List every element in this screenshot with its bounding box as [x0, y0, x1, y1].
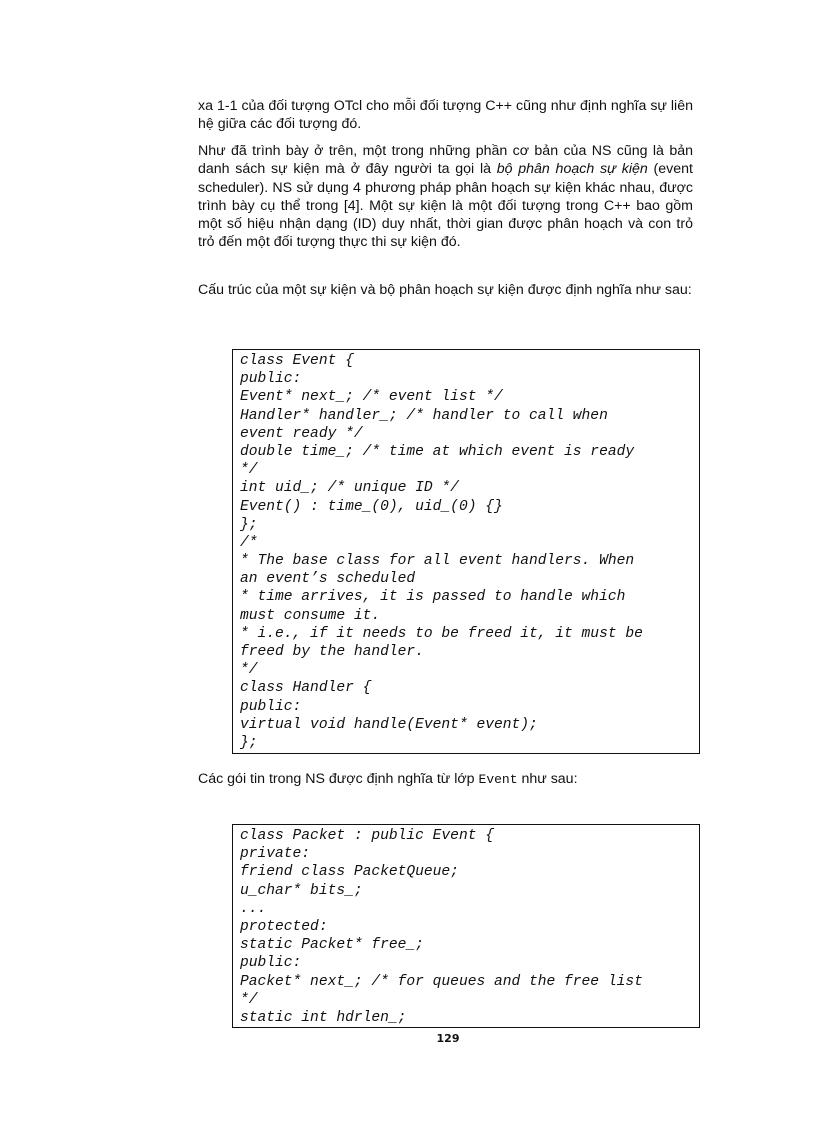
code-line: must consume it. — [240, 607, 381, 624]
code-line: class Handler { — [240, 680, 372, 697]
page-number: 129 — [436, 1032, 460, 1045]
code-line: public: — [240, 955, 302, 972]
code-line: /* — [240, 534, 258, 551]
code-line: * The base class for all event handlers. When — [240, 553, 635, 570]
code-line: */ — [240, 662, 258, 679]
code-line: class Event { — [240, 353, 354, 369]
code-line: u_char* bits_; — [240, 882, 363, 899]
code-line: * i.e., if it needs to be freed it, it must be — [240, 625, 643, 642]
code-line: protected: — [240, 918, 328, 935]
code-line: public: — [240, 698, 302, 715]
code-line: freed by the handler. — [240, 644, 424, 660]
code-line: }; — [240, 516, 258, 533]
code-line: * time arrives, it is passed to handle which — [240, 589, 626, 606]
code-line: Handler* handler_; /* handler to call when — [240, 407, 608, 424]
event-handler-code-block — [232, 349, 700, 754]
code-line: public: — [240, 371, 302, 388]
code-line: private: — [240, 846, 311, 863]
code-line: an event’s scheduled — [240, 571, 416, 588]
code-line: }; — [240, 734, 258, 751]
event-scheduler-term: bộ phân hoạch sự kiện — [496, 161, 648, 178]
paragraph-4-text-start: Các gói tin trong NS được định nghĩa từ lớp — [198, 771, 479, 787]
paragraph-2 — [198, 142, 693, 252]
paragraph-2-text-start: Như đã trình bày ở trên, một trong những phần cơ bản của NS cũng là bản danh sách sự kiện mà ở đây người ta gọi là — [198, 143, 693, 178]
code-line: ... — [240, 900, 267, 917]
code-line: int uid_; /* unique ID */ — [240, 480, 459, 497]
packet-code-block — [232, 824, 700, 1028]
code-line: Event* next_; /* event list */ — [240, 389, 503, 406]
paragraph-1: xa 1-1 của đối tượng OTcl cho mỗi đối tượng C++ cũng như định nghĩa sự liên hệ giữa các đối tượng đó. — [198, 98, 693, 133]
paragraph-4-text-end: như sau: — [517, 771, 578, 787]
code-line: */ — [240, 991, 258, 1008]
event-class-inline-code: Event — [478, 772, 518, 787]
code-line: class Packet : public Event { — [240, 828, 494, 844]
code-line: static Packet* free_; — [240, 937, 424, 954]
code-line: double time_; /* time at which event is ready — [240, 443, 635, 460]
paragraph-2-text-end: (event scheduler). NS sử dụng 4 phương pháp phân hoạch sự kiện khác nhau, được trình bày cụ thể trong [4]. Một sự kiện là một đối tượng trong C++ bao gồm một số hiệu nhận dạng (ID) duy nhất, thời gian được phân hoạch và con trỏ trỏ đến một đối tượng thực thi sự kiện đó. — [198, 161, 693, 251]
code-line: static int hdrlen_; — [240, 1009, 407, 1026]
code-line: Event() : time_(0), uid_(0) {} — [240, 498, 503, 515]
paragraph-4 — [198, 770, 718, 789]
code-line: */ — [240, 462, 258, 479]
code-line: virtual void handle(Event* event); — [240, 716, 538, 733]
code-line: event ready */ — [240, 425, 363, 442]
code-line: Packet* next_; /* for queues and the free list — [240, 973, 643, 990]
paragraph-3: Cấu trúc của một sự kiện và bộ phân hoạch sự kiện được định nghĩa như sau: — [198, 282, 692, 298]
code-line: friend class PacketQueue; — [240, 864, 459, 881]
